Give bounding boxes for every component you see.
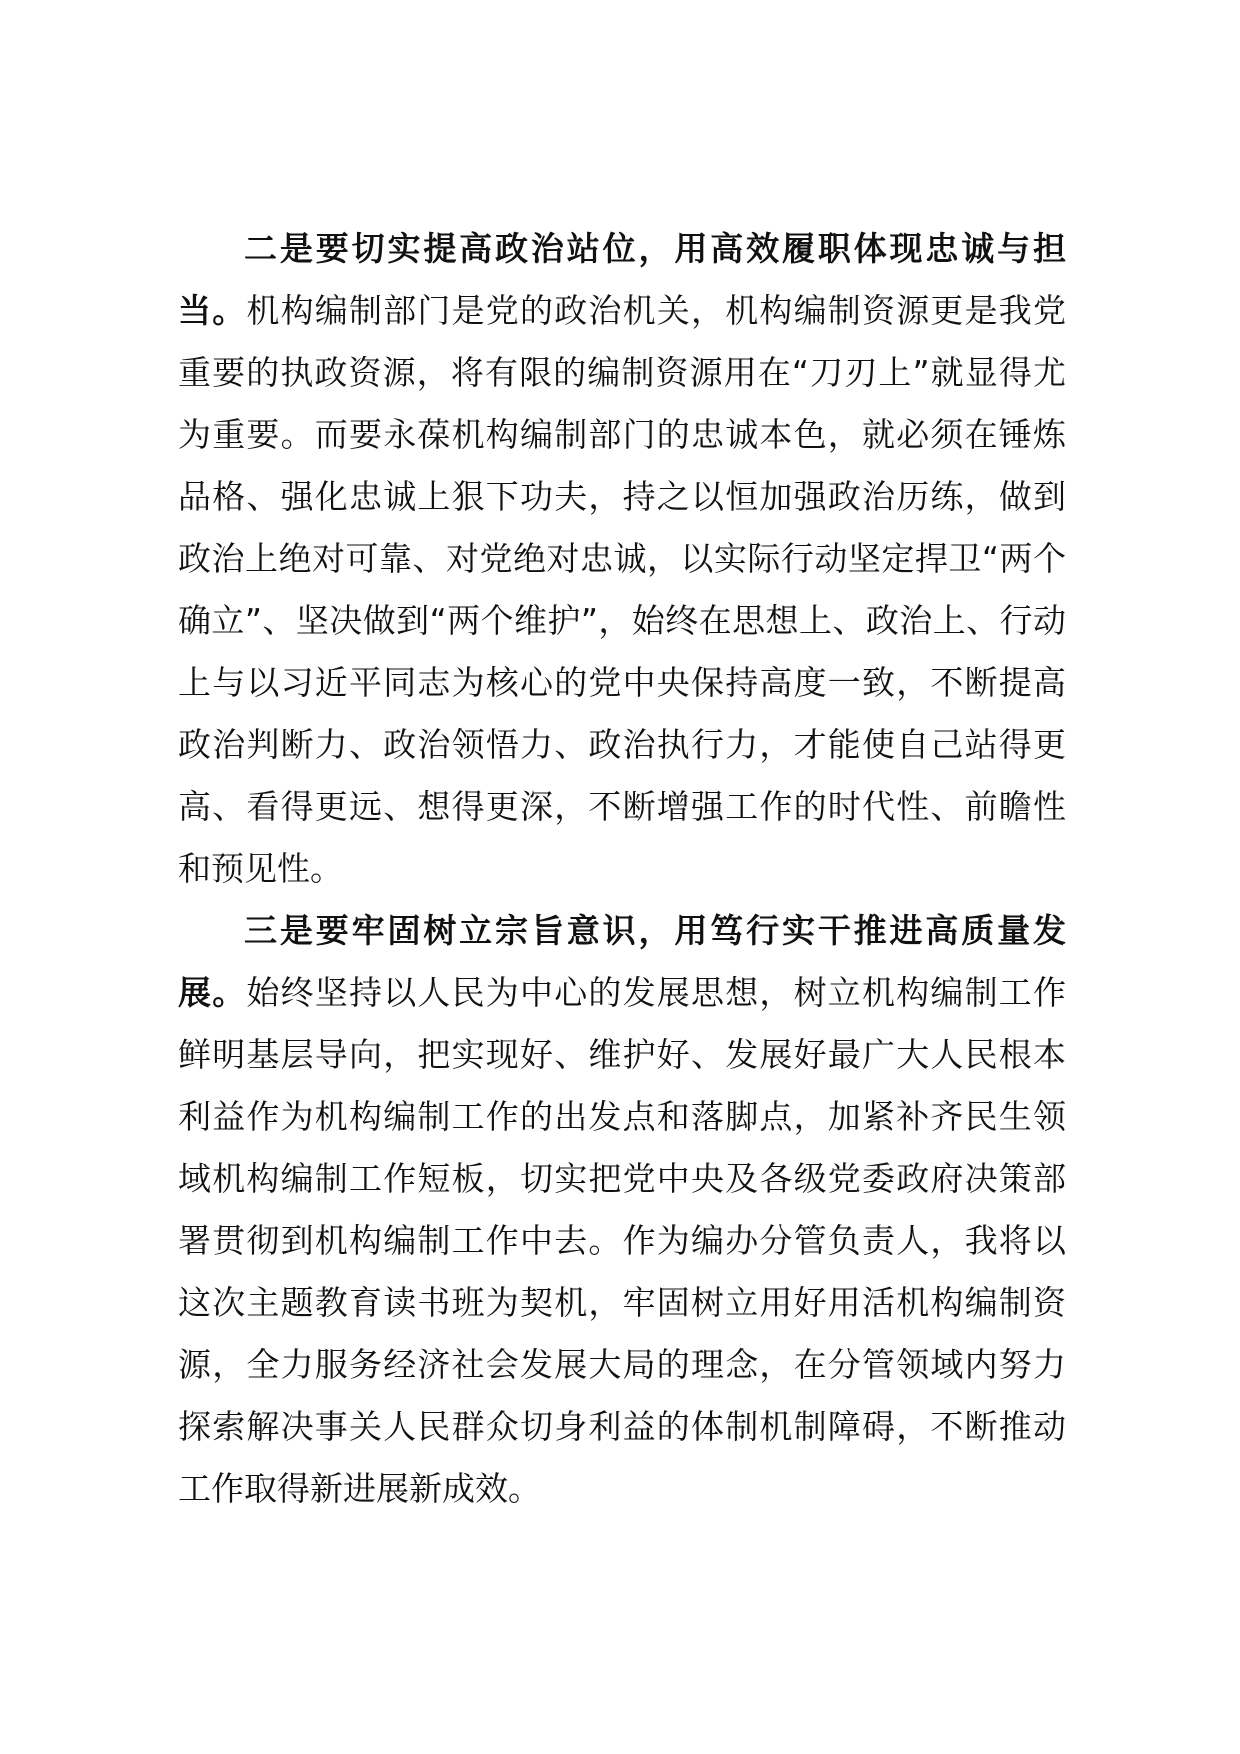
paragraph-body-text: 始终坚持以人民为中心的发展思想，树立机构编制工作鲜明基层导向，把实现好、维护好、发展好最广大人民根本利益作为机构编制工作的出发点和落脚点，加紧补齐民生领域机构编制工作短板，切实把党中央及各级党委政府决策部署贯彻到机构编制工作中去。作为编办分管负责人，我将以这次主题教育读书班为契机，牢固树立用好用活机构编制资源，全力服务经济社会发展大局的理念，在分管领域内努力探索解决事关人民群众切身利益的体制机制障碍，不断推动工作取得新进展新成效。 [178, 973, 1067, 1508]
paragraph-lead-sentence: 二是要切实提高政治站位，用高效履职体现忠诚与担当。 [178, 229, 1066, 330]
paragraph-body-text: 机构编制部门是党的政治机关，机构编制资源更是我党重要的执政资源，将有限的编制资源用在“刀刃上”就显得尤为重要。而要永葆机构编制部门的忠诚本色，就必须在锤炼品格、强化忠诚上狠下功夫，持之以恒加强政治历练，做到政治上绝对可靠、对党绝对忠诚，以实际行动坚定捍卫“两个确立”、坚决做到“两个维护”，始终在思想上、政治上、行动上与以习近平同志为核心的党中央保持高度一致，不断提高政治判断力、政治领悟力、政治执行力，才能使自己站得更高、看得更远、想得更深，不断增强工作的时代性、前瞻性和预见性。 [178, 291, 1067, 888]
paragraph-lead-sentence: 三是要牢固树立宗旨意识，用笃行实干推进高质量发展。 [178, 911, 1066, 1012]
paragraph-purpose-awareness [178, 900, 1066, 1520]
paragraph-political-stance [178, 218, 1066, 900]
document-body [178, 218, 1066, 1520]
